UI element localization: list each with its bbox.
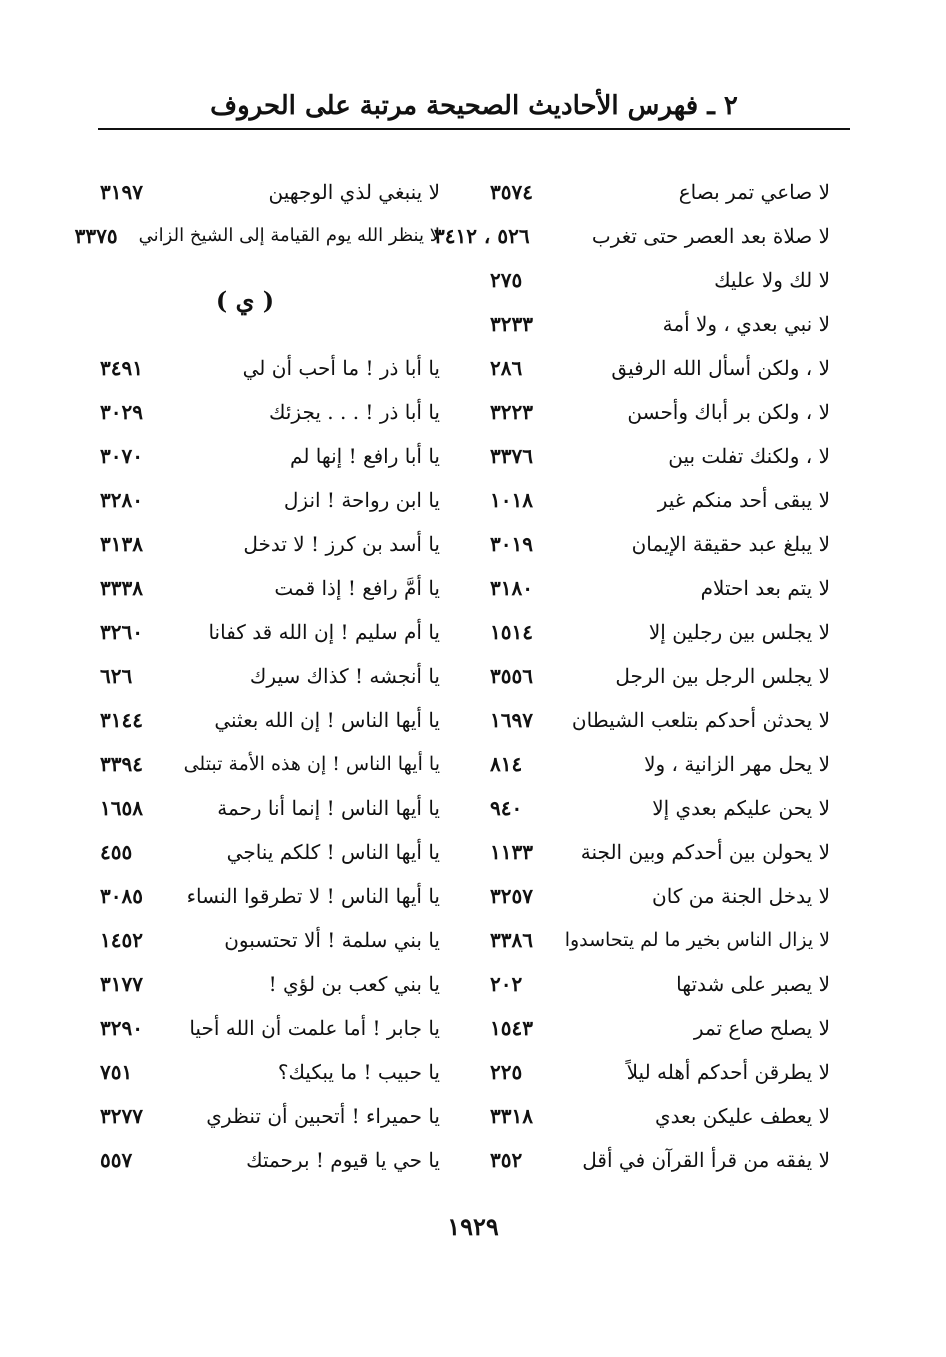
entry-number: ٣٠٢٩ (100, 400, 143, 424)
entry-text: يا أمَّ رافع ! إذا قمت (274, 576, 440, 600)
entry-text: يا أبا رافع ! إنها لم (290, 444, 440, 468)
entry-text: يا أبا ذر ! . . . يجزئك (269, 400, 440, 424)
entry-number: ١٠١٨ (490, 488, 533, 512)
index-entry (90, 522, 460, 566)
index-entry (480, 874, 850, 918)
entry-text: يا حميراء ! أتحبين أن تنظري (206, 1104, 440, 1128)
entry-text: لا يزال الناس بخير ما لم يتحاسدوا (564, 929, 830, 951)
entry-text: لا يجلس الرجل بين الرجل (615, 664, 830, 688)
entry-text: لا يعطف عليكن بعدي (654, 1104, 830, 1128)
entry-number: ٣٠٧٠ (100, 444, 143, 468)
entry-number: ٣٢٣٣ (490, 312, 533, 336)
entry-number: ٣١٩٧ (100, 180, 143, 204)
index-entry (480, 962, 850, 1006)
entry-text: لا نبي بعدي ، ولا أمة (662, 312, 830, 336)
entry-number: ٤٥٥ (100, 840, 133, 864)
entry-number: ١١٣٣ (490, 840, 533, 864)
entry-text: يا حبيب ! ما يبكيك؟ (277, 1060, 440, 1084)
entry-text: لا يطرقن أحدكم أهله ليلاً (626, 1060, 830, 1084)
entry-number: ٣٠٨٥ (100, 884, 143, 908)
header-rule (98, 128, 850, 130)
index-entry (480, 1050, 850, 1094)
entry-text: يا أسد بن كرز ! لا تدخل (243, 532, 440, 556)
entry-text: لا ، ولكن بر أباك وأحسن (627, 400, 830, 424)
entry-number: ٢٢٥ (490, 1060, 523, 1084)
index-entry (480, 1138, 850, 1182)
entry-number: ٦٢٦ (100, 664, 133, 688)
entry-number: ٣٢٨٠ (100, 488, 143, 512)
entry-number: ١٤٥٢ (100, 928, 143, 952)
entry-text: يا بني كعب بن لؤي ! (268, 972, 440, 996)
index-entry (480, 346, 850, 390)
index-entry (480, 566, 850, 610)
page-header-title: ٢ ـ فهرس الأحاديث الصحيحة مرتبة على الحروف (210, 91, 738, 121)
entry-number: ٣٣٩٤ (100, 752, 143, 776)
entry-text: يا أبا ذر ! ما أحب أن لي (242, 356, 440, 380)
entry-text: لا ، ولكن أسأل الله الرفيق (611, 356, 830, 380)
entry-text: لا ينبغي لذي الوجهين (268, 180, 440, 204)
entry-text: يا حي يا قيوم ! برحمتك (246, 1148, 440, 1172)
entry-text: يا أيها الناس ! كلكم يناجي (226, 840, 440, 864)
entry-number: ٣٢٩٠ (100, 1016, 143, 1040)
index-entry (90, 1050, 460, 1094)
entry-text: لا يبلغ عبد حقيقة الإيمان (631, 532, 830, 556)
entry-number: ٣٣٧٦ (490, 444, 533, 468)
index-entry (90, 170, 460, 214)
index-entry (480, 830, 850, 874)
index-entry (480, 434, 850, 478)
entry-number: ٣١٧٧ (100, 972, 143, 996)
index-entry (480, 918, 850, 962)
entry-number: ٣٢٢٣ (490, 400, 533, 424)
entry-text: لا يتم بعد احتلام (700, 576, 830, 600)
entry-text: لا يحدثن أحدكم بتلعب الشيطان (571, 708, 830, 732)
entry-text: يا جابر ! أما علمت أن الله أحيا (189, 1016, 440, 1040)
entry-text: لا يفقه من قرأ القرآن في أقل (582, 1148, 830, 1172)
entry-number: ٣١٤٤ (100, 708, 143, 732)
index-entry (90, 830, 460, 874)
entry-text: لا يحل مهر الزانية ، ولا (644, 752, 830, 776)
index-entry (90, 1138, 460, 1182)
left-column (74, 170, 460, 1190)
entry-text: يا ابن رواحة ! انزل (283, 488, 440, 512)
index-entry (90, 434, 460, 478)
entry-number: ٣٢٥٧ (490, 884, 533, 908)
entry-text: يا أيها الناس ! إنما أنا رحمة (217, 796, 440, 820)
entry-text: لا يحن عليكم بعدي إلا (652, 796, 830, 820)
index-entry (480, 698, 850, 742)
entry-text: لا لك ولا عليك (714, 268, 830, 292)
entry-number: ٣١٣٨ (100, 532, 143, 556)
entry-text: لا يدخل الجنة من كان (652, 884, 830, 908)
index-entry (90, 786, 460, 830)
index-entry (90, 1094, 460, 1138)
index-entry (480, 302, 850, 346)
index-entry (480, 610, 850, 654)
index-entry (480, 258, 850, 302)
entry-text: لا ، ولكنك تفلت بين (668, 444, 830, 468)
entry-number: ٣٣٨٦ (490, 928, 533, 952)
entry-text: لا يصبر على شدتها (676, 972, 830, 996)
entry-number: ٥٢٦ ، ٣٤١٢ (434, 224, 530, 248)
index-entry (74, 214, 460, 258)
index-entry (90, 478, 460, 522)
entry-number: ١٥٤٣ (490, 1016, 533, 1040)
entry-text: لا يجلس بين رجلين إلا (648, 620, 830, 644)
entry-text: يا أنجشه ! كذاك سيرك (249, 664, 440, 688)
entry-text: لا يصلح صاع تمر (693, 1016, 830, 1040)
entry-number: ٣٤٩١ (100, 356, 143, 380)
entry-number: ٢٨٦ (490, 356, 523, 380)
entry-text: يا أيها الناس ! إن الله بعثني (214, 708, 440, 732)
entry-text: لا صاعي تمر بصاع (678, 180, 830, 204)
page-number: ١٩٢٩ (447, 1212, 499, 1241)
index-entry (480, 170, 850, 214)
index-entry (90, 346, 460, 390)
right-column (434, 170, 850, 1190)
entry-number: ٧٥١ (100, 1060, 133, 1084)
index-entry (480, 1006, 850, 1050)
entry-number: ٣١٨٠ (490, 576, 533, 600)
index-entry (90, 610, 460, 654)
index-entry (434, 214, 850, 258)
entry-number: ٣٥٥٦ (490, 664, 533, 688)
entry-number: ١٥١٤ (490, 620, 533, 644)
index-entry (90, 390, 460, 434)
index-entry (90, 918, 460, 962)
index-entry (480, 478, 850, 522)
entry-text: يا أم سليم ! إن الله قد كفانا (208, 620, 440, 644)
index-entry (90, 742, 460, 786)
index-entry (90, 1006, 460, 1050)
entry-number: ١٦٥٨ (100, 796, 143, 820)
index-entry (480, 522, 850, 566)
entry-number: ٣٣٧٥ (74, 224, 118, 248)
entry-text: يا أيها الناس ! إن هذه الأمة تبتلى (183, 753, 440, 775)
entry-number: ٩٤٠ (490, 796, 523, 820)
section-letter-heading: ( ي ) (215, 286, 275, 315)
entry-number: ٨١٤ (490, 752, 523, 776)
entry-text: لا يحولن بين أحدكم وبين الجنة (580, 840, 830, 864)
index-entry (480, 742, 850, 786)
index-entry (480, 1094, 850, 1138)
entry-number: ٣٣٣٨ (100, 576, 143, 600)
index-entry (480, 390, 850, 434)
index-entry (90, 566, 460, 610)
entry-number: ٣٢٧٧ (100, 1104, 143, 1128)
index-entry (90, 962, 460, 1006)
index-entry (90, 874, 460, 918)
entry-text: يا أيها الناس ! لا تطرقوا النساء (186, 884, 440, 908)
index-entry (90, 698, 460, 742)
entry-text: يا بني سلمة ! ألا تحتسبون (224, 928, 440, 952)
entry-text: لا ينظر الله يوم القيامة إلى الشيخ الزاني (138, 225, 440, 246)
entry-number: ٣٢٦٠ (100, 620, 143, 644)
entry-number: ٣٥٢ (490, 1148, 523, 1172)
entry-text: لا يبقى أحد منكم غير (657, 488, 830, 512)
index-entry (480, 786, 850, 830)
entry-text: لا صلاة بعد العصر حتى تغرب (591, 224, 830, 248)
entry-number: ٣٥٧٤ (490, 180, 533, 204)
entry-number: ٢٠٢ (490, 972, 523, 996)
entry-number: ٢٧٥ (490, 268, 523, 292)
entry-number: ١٦٩٧ (490, 708, 533, 732)
entry-number: ٥٥٧ (100, 1148, 133, 1172)
index-entry (90, 654, 460, 698)
entry-number: ٣٠١٩ (490, 532, 533, 556)
index-entry (480, 654, 850, 698)
entry-number: ٣٣١٨ (490, 1104, 533, 1128)
